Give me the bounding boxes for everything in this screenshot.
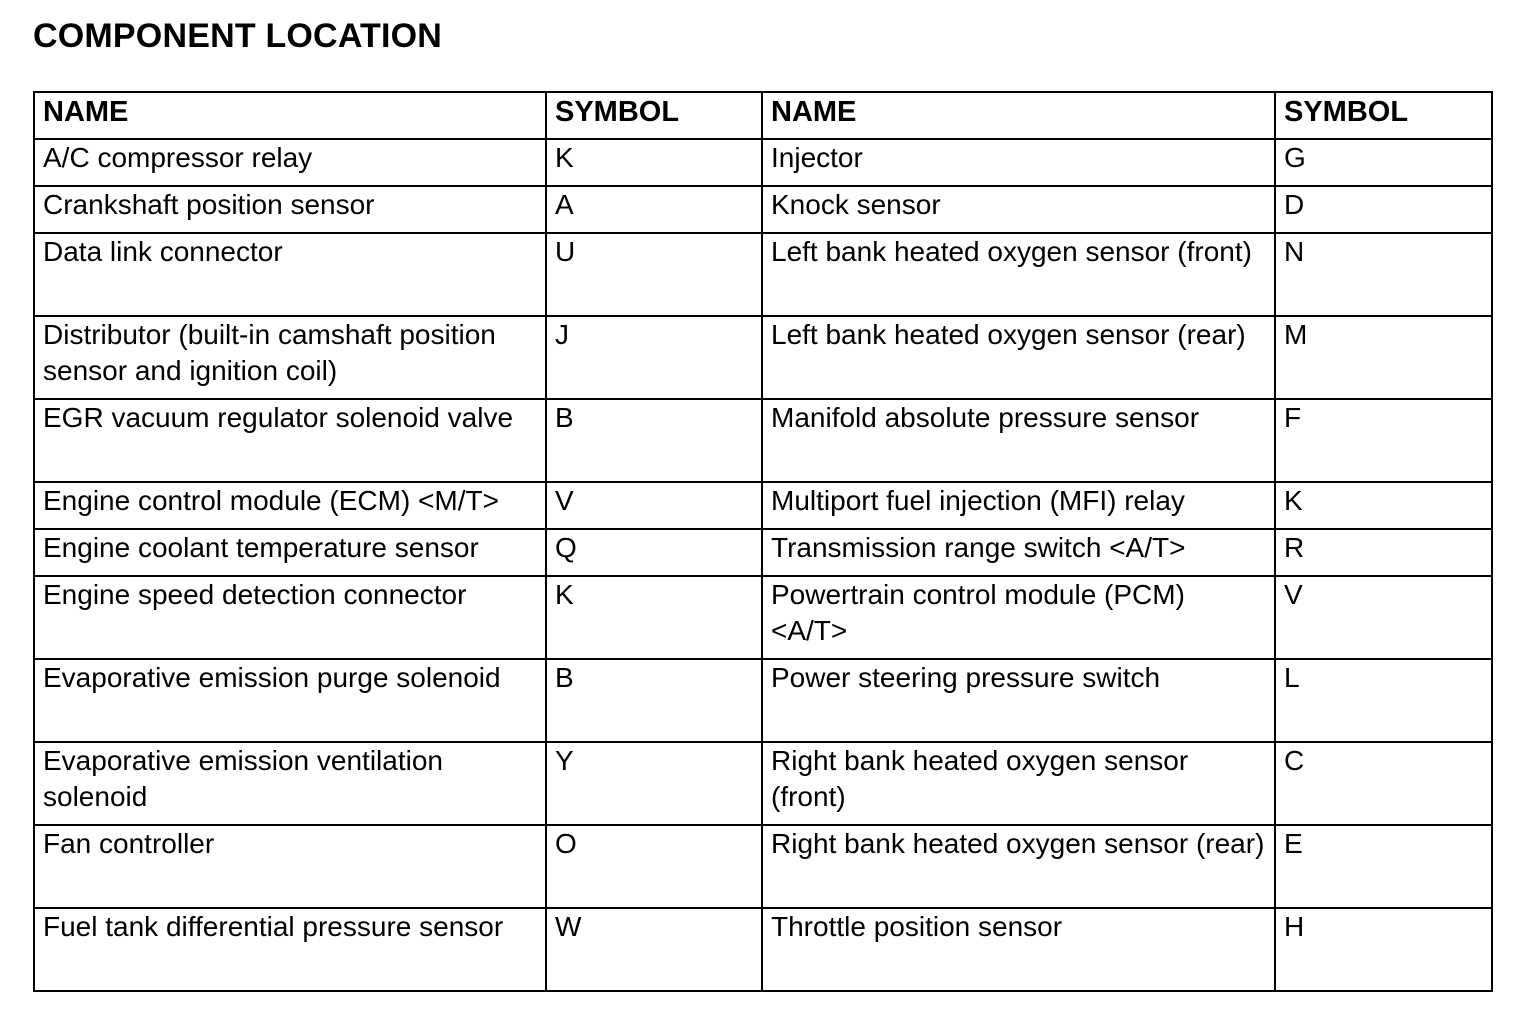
table-row (34, 399, 1492, 482)
component-symbol: O (546, 825, 762, 908)
component-symbol: N (1275, 233, 1492, 316)
component-name: Fan controller (34, 825, 546, 908)
table-row (34, 576, 1492, 659)
component-symbol: G (1275, 139, 1492, 186)
component-name: Powertrain control module (PCM) <A/T> (762, 576, 1275, 659)
header-symbol-right: SYMBOL (1275, 92, 1492, 139)
component-location-table (33, 91, 1493, 992)
component-name: Knock sensor (762, 186, 1275, 233)
component-name: Crankshaft position sensor (34, 186, 546, 233)
component-symbol: B (546, 659, 762, 742)
table-row (34, 316, 1492, 399)
component-name: Engine coolant temperature sensor (34, 529, 546, 576)
table-row (34, 742, 1492, 825)
component-symbol: Q (546, 529, 762, 576)
component-name: Engine speed detection connector (34, 576, 546, 659)
component-symbol: J (546, 316, 762, 399)
table-row (34, 825, 1492, 908)
component-symbol: V (546, 482, 762, 529)
component-symbol: H (1275, 908, 1492, 991)
component-symbol: K (1275, 482, 1492, 529)
component-symbol: W (546, 908, 762, 991)
component-symbol: Y (546, 742, 762, 825)
page-title: COMPONENT LOCATION (33, 17, 443, 55)
table-row (34, 529, 1492, 576)
component-symbol: A (546, 186, 762, 233)
header-name-right: NAME (762, 92, 1275, 139)
component-name: Evaporative emission purge solenoid (34, 659, 546, 742)
table-row (34, 233, 1492, 316)
component-name: Multiport fuel injection (MFI) relay (762, 482, 1275, 529)
component-symbol: L (1275, 659, 1492, 742)
component-symbol: M (1275, 316, 1492, 399)
component-name: Power steering pressure switch (762, 659, 1275, 742)
table-row (34, 659, 1492, 742)
component-symbol: V (1275, 576, 1492, 659)
component-name: Injector (762, 139, 1275, 186)
component-symbol: D (1275, 186, 1492, 233)
component-symbol: R (1275, 529, 1492, 576)
component-name: Right bank heated oxygen sensor (rear) (762, 825, 1275, 908)
header-name-left: NAME (34, 92, 546, 139)
component-name: Manifold absolute pressure sensor (762, 399, 1275, 482)
component-name: Evaporative emission ventilation solenoid (34, 742, 546, 825)
component-name: EGR vacuum regulator solenoid valve (34, 399, 546, 482)
component-name: Right bank heated oxygen sensor (front) (762, 742, 1275, 825)
component-name: Data link connector (34, 233, 546, 316)
component-symbol: K (546, 139, 762, 186)
table-row (34, 482, 1492, 529)
component-symbol: B (546, 399, 762, 482)
table-row (34, 908, 1492, 991)
component-symbol: K (546, 576, 762, 659)
component-symbol: F (1275, 399, 1492, 482)
table-header-row (34, 92, 1492, 139)
component-name: Transmission range switch <A/T> (762, 529, 1275, 576)
component-symbol: U (546, 233, 762, 316)
component-symbol: E (1275, 825, 1492, 908)
component-name: Engine control module (ECM) <M/T> (34, 482, 546, 529)
component-name: Left bank heated oxygen sensor (rear) (762, 316, 1275, 399)
component-name: Fuel tank differential pressure sensor (34, 908, 546, 991)
table-row (34, 186, 1492, 233)
component-symbol: C (1275, 742, 1492, 825)
table-row (34, 139, 1492, 186)
header-symbol-left: SYMBOL (546, 92, 762, 139)
component-name: Throttle position sensor (762, 908, 1275, 991)
component-name: Distributor (built-in camshaft position sensor and ignition coil) (34, 316, 546, 399)
component-name: Left bank heated oxygen sensor (front) (762, 233, 1275, 316)
component-name: A/C compressor relay (34, 139, 546, 186)
